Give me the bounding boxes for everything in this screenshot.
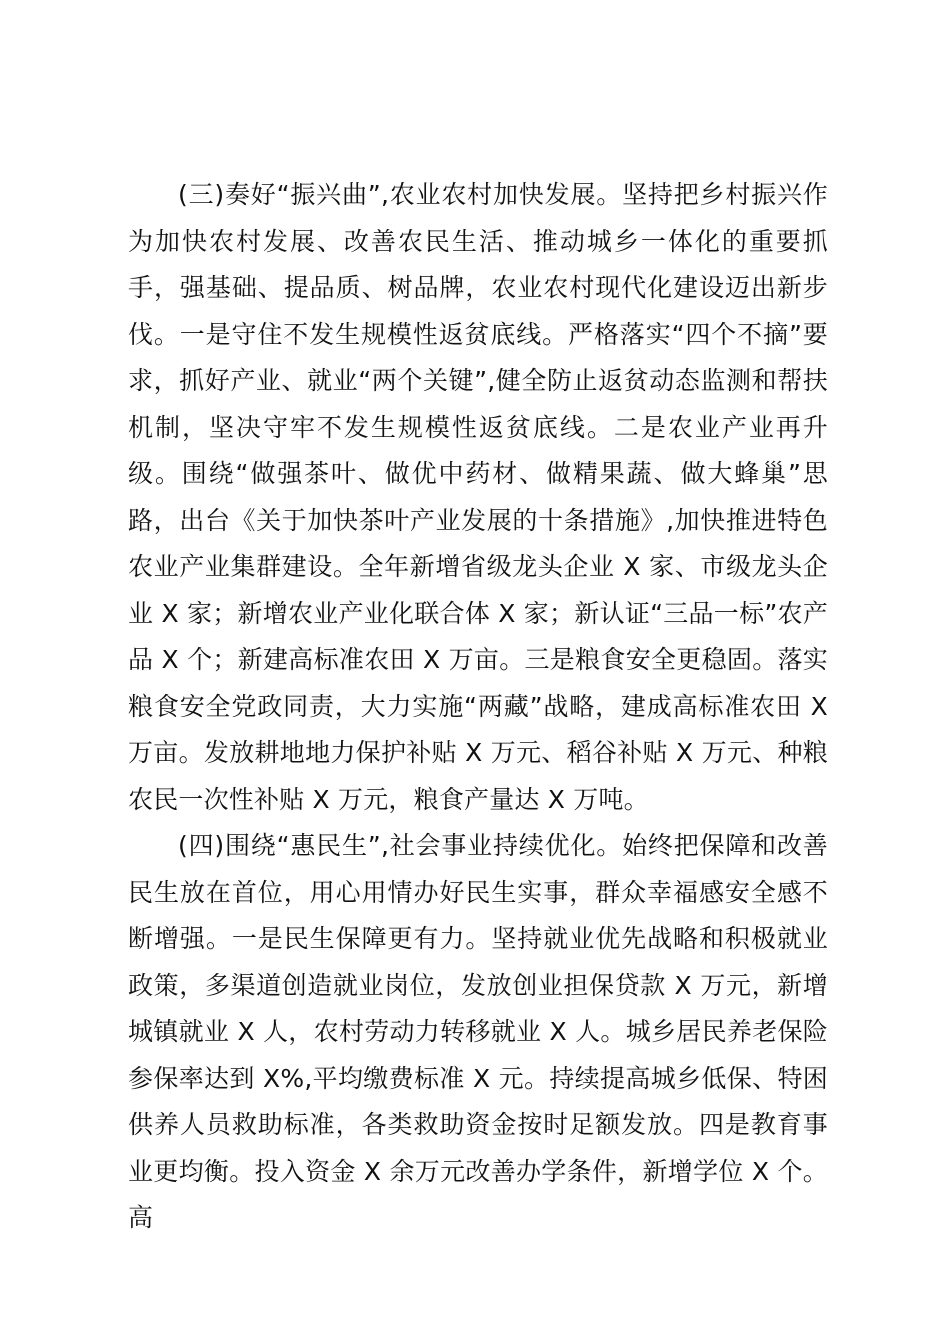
document-body bbox=[128, 172, 828, 1242]
paragraph-livelihood: (四)围绕“惠民生”,社会事业持续优化。始终把保障和改善民生放在首位，用心用情办好民生实事，群众幸福感安全感不断增强。一是民生保障更有力。坚持就业优先战略和积极就业政策，多渠道创造就业岗位，发放创业担保贷款 X 万元，新增城镇就业 X 人，农村劳动力转移就业 X 人。城乡居民养老保险参保率达到 X%,平均缴费标准 X 元。持续提高城乡低保、特困供养人员救助标准，各类救助资金按时足额发放。四是教育事业更均衡。投入资金 X 余万元改善办学条件，新增学位 X 个。高 bbox=[128, 831, 828, 1232]
paragraph-agriculture: (三)奏好“振兴曲”,农业农村加快发展。坚持把乡村振兴作为加快农村发展、改善农民生活、推动城乡一体化的重要抓手，强基础、提品质、树品牌，农业农村现代化建设迈出新步伐。一是守住不发生规模性返贫底线。严格落实“四个不摘”要求，抓好产业、就业“两个关键”,健全防止返贫动态监测和帮扶机制，坚决守牢不发生规模性返贫底线。二是农业产业再升级。围绕“做强茶叶、做优中药材、做精果蔬、做大蜂巢”思路，出台《关于加快茶叶产业发展的十条措施》,加快推进特色农业产业集群建设。全年新增省级龙头企业 X 家、市级龙头企业 X 家；新增农业产业化联合体 X 家；新认证“三品一标”农产品 X 个；新建高标准农田 X 万亩。三是粮食安全更稳固。落实粮食安全党政同责，大力实施“两藏”战略，建成高标准农田 X 万亩。发放耕地地力保护补贴 X 万元、稻谷补贴 X 万元、种粮农民一次性补贴 X 万元，粮食产量达 X 万吨。 bbox=[128, 180, 828, 814]
